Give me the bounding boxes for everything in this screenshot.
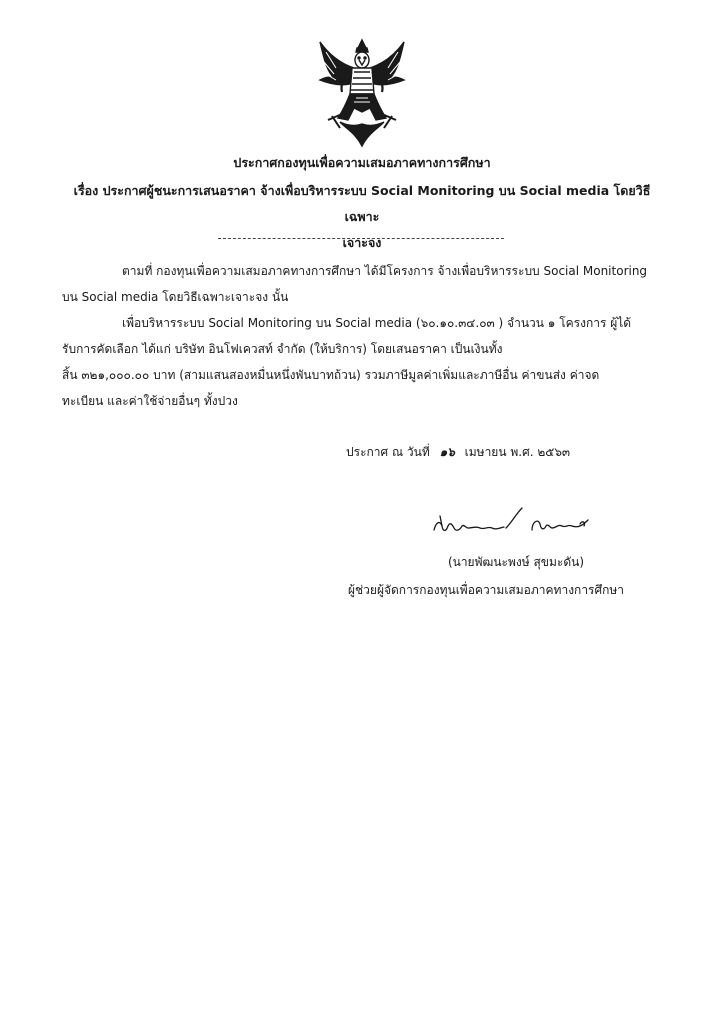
- body-paragraph-2: [62, 310, 662, 414]
- paragraph-2-line-1: เพื่อบริหารระบบ Social Monitoring บน Social media (๖๐.๑๐.๓๔.๐๓ ) จำนวน ๑ โครงการ ผู้ได้: [122, 316, 632, 330]
- handwritten-signature: [428, 506, 598, 544]
- signatory-name: (นายพัฒนะพงษ์ สุขมะดัน): [447, 555, 585, 569]
- announcement-prefix: ประกาศ ณ วันที่: [346, 445, 430, 459]
- document-title: ประกาศกองทุนเพื่อความเสมอภาคทางการศึกษา: [233, 155, 491, 170]
- signatory-position: ผู้ช่วยผู้จัดการกองทุนเพื่อความเสมอภาคทางการศึกษา: [348, 583, 625, 597]
- body-paragraph-1: ตามที่ กองทุนเพื่อความเสมอภาคทางการศึกษา ได้มีโครงการ จ้างเพื่อบริหารระบบ Social Monitoring บน Social media โดยวิธีเฉพาะเจาะจง นั้น: [62, 264, 648, 304]
- announcement-day: ๑๖: [439, 445, 455, 459]
- paragraph-2-line-4: ทะเบียน และค่าใช้จ่ายอื่นๆ ทั้งปวง: [62, 394, 238, 408]
- paragraph-2-line-3: สิ้น ๓๒๑,๐๐๐.๐๐ บาท (สามแสนสองหมื่นหนึ่งพันบาทถ้วน) รวมภาษีมูลค่าเพิ่มและภาษีอื่น ค่าขนส่ง ค่าจด: [62, 368, 600, 382]
- subject-line-2: เจาะจง: [342, 235, 382, 250]
- announcement-month-year: เมษายน พ.ศ. ๒๕๖๓: [464, 445, 571, 459]
- document-subject: [60, 178, 664, 256]
- announcement-date: [346, 442, 676, 462]
- subject-line-1: เรื่อง ประกาศผู้ชนะการเสนอราคา จ้างเพื่อบริหารระบบ Social Monitoring บน Social media โดยวิธีเฉพาะ: [73, 183, 651, 224]
- paragraph-2-line-2: รับการคัดเลือก ได้แก่ บริษัท อินโฟเควสท์ จำกัด (ให้บริการ) โดยเสนอราคา เป็นเงินทั้ง: [62, 342, 503, 356]
- garuda-emblem-icon: [312, 38, 412, 150]
- dashed-divider: [218, 238, 504, 239]
